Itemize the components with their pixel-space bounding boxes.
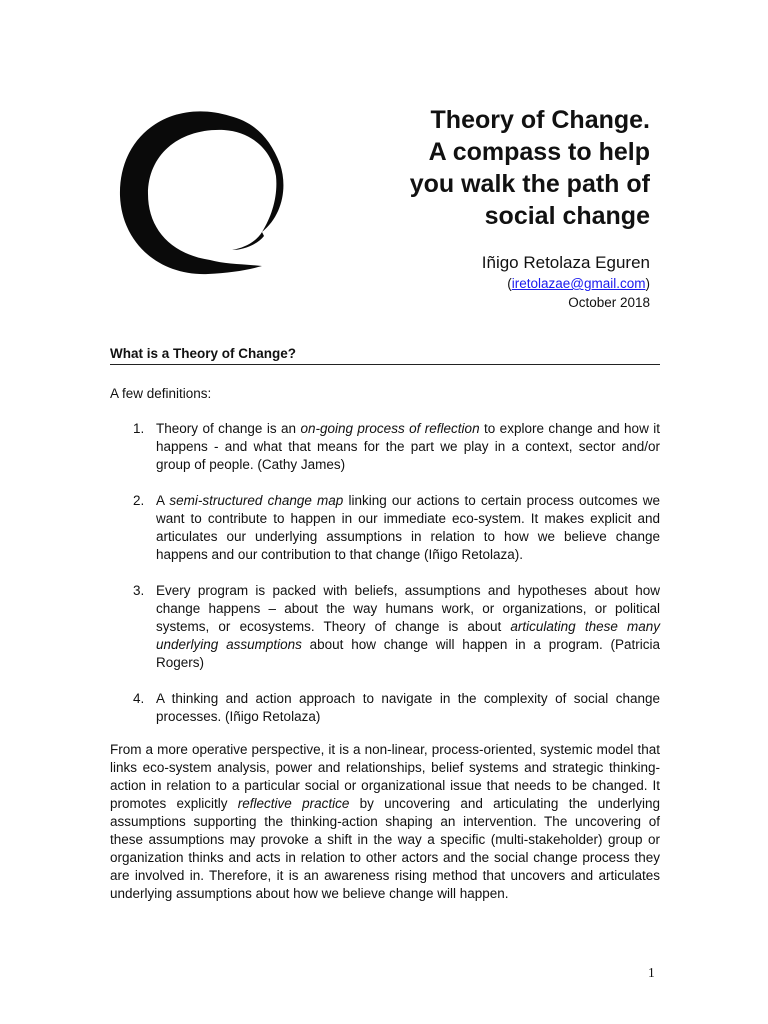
definition-text: A [156,493,170,508]
title-line: Theory of Change. [430,106,650,134]
title-line: A compass to help [428,138,650,166]
definition-text: linking our actions to certain process outcomes we want to contribute to happen in our immediate eco-system. It makes explicit and articulates our underlying assumptions in relation to how we believe change happens and our contribution to that change (Iñigo Retolaza). [156,493,660,562]
definition-item [110,582,660,672]
closing-paragraph [110,741,660,903]
definition-number: 2. [133,493,145,508]
definition-emphasis: articulating these many underlying assumptions [156,619,661,652]
definitions-list [110,420,660,744]
email-link[interactable]: iretolazae@gmail.com [511,276,646,291]
document-title [320,104,650,232]
definition-number: 1. [133,421,145,436]
definition-emphasis: on-going process of reflection [300,421,480,436]
definition-text: about how change will happen in a program. (Patricia Rogers) [156,637,660,670]
title-line: social change [484,202,650,230]
definition-text: Theory of change is an [156,421,301,436]
definition-item [110,420,660,474]
email-line [320,274,650,293]
author-name: Iñigo Retolaza Eguren [481,253,650,272]
closing-text: by uncovering and articulating the underlying assumptions supporting the thinking-action shaping an intervention. The uncovering of these assumptions may provoke a shift in the way a specific (multi-stakeholder) group or organization thinks and acts in relation to other actors and the social change process they are involved in. Therefore, it is an awareness rising method that uncovers and articulates underlying assumptions about how we believe change will happen. [110,796,660,901]
section-heading: What is a Theory of Change? [110,346,660,365]
definition-text: A thinking and action approach to navigate in the complexity of social change processes. (Iñigo Retolaza) [156,691,660,724]
title-block [320,104,650,312]
closing-text: From a more operative perspective, it is a non-linear, process-oriented, systemic model that links eco-system analysis, power and relationships, belief systems and strategic thinking-action in relation to a particular social or organizational issue that needs to be changed. It promotes explicitly [110,742,660,811]
definition-number: 3. [133,583,145,598]
email-close-paren: ) [645,276,650,291]
email-open-paren: ( [507,276,512,291]
title-line: you walk the path of [409,170,650,198]
definition-item [110,690,660,726]
closing-emphasis: reflective practice [237,796,350,811]
definition-text: Every program is packed with beliefs, assumptions and hypotheses about how change happens – about the way humans work, or organizations, or political systems, or ecosystems. Theory of change is about [156,583,660,634]
enso-circle-icon [112,104,286,278]
intro-text: A few definitions: [110,386,212,401]
page-number: 1 [648,965,655,980]
definition-number: 4. [133,691,145,706]
definition-text: to explore change and how it happens - and what that means for the part we play in a context, sector and/or group of people. (Cathy James) [156,421,660,472]
definition-item [110,492,660,564]
definition-emphasis: semi-structured change map [169,493,344,508]
document-date: October 2018 [568,295,650,310]
